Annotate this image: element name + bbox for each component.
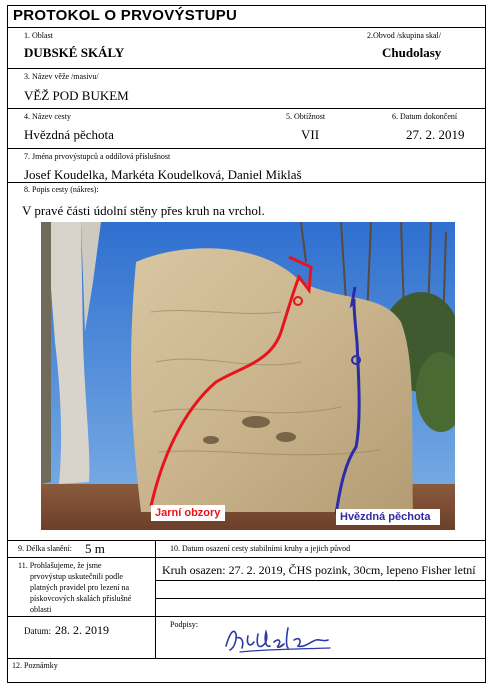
- popis-label: 8. Popis cesty (nákres):: [24, 185, 99, 194]
- vez-value: VĚŽ POD BUKEM: [24, 88, 129, 103]
- cesta-value: Hvězdná pěchota: [24, 127, 114, 142]
- poznamky-label: 12. Poznámky: [12, 661, 58, 670]
- datum-dokonceni-value: 27. 2. 2019: [406, 127, 465, 142]
- rule: [7, 557, 486, 558]
- signature: [220, 622, 335, 656]
- osazeni-label: 10. Datum osazení cesty stabilními kruhy a jejich původ: [170, 544, 351, 553]
- slaneni-label: 9. Délka slanění:: [18, 544, 72, 553]
- form-title: PROTOKOL O PRVOVÝSTUPU: [13, 7, 238, 24]
- rule: [7, 148, 486, 149]
- obtiznost-value: VII: [301, 127, 320, 142]
- rule: [7, 68, 486, 69]
- oblast-value: DUBSKÉ SKÁLY: [24, 45, 125, 60]
- rule: [155, 580, 486, 581]
- prohlaseni-line: prvovýstup uskutečnili podle: [30, 572, 123, 581]
- oblast-label: 1. Oblast: [24, 31, 53, 40]
- datum-value: 28. 2. 2019: [55, 623, 109, 637]
- rule: [7, 540, 486, 541]
- prohlaseni-line: 11. Prohlašujeme, že jsme: [18, 561, 102, 570]
- prvovystupci-value: Josef Koudelka, Markéta Koudelková, Daniel Miklaš: [24, 167, 302, 182]
- slaneni-value: 5 m: [85, 541, 105, 556]
- rule: [7, 108, 486, 109]
- datum-label: Datum:: [24, 626, 51, 636]
- obtiznost-label: 5. Obtížnost: [286, 112, 326, 121]
- rock-hole: [276, 432, 296, 442]
- rock-hole: [203, 436, 219, 444]
- rule: [155, 598, 486, 599]
- vez-label: 3. Název věže /masivu/: [24, 72, 99, 81]
- cesta-label: 4. Název cesty: [24, 112, 71, 121]
- rule: [155, 540, 156, 658]
- podpisy-label: Podpisy:: [170, 620, 199, 629]
- popis-value: V pravé části údolní stěny přes kruh na vrchol.: [22, 203, 265, 218]
- route-label-jarni-obzory: Jarní obzory: [155, 507, 221, 519]
- prohlaseni-line: platných pravidel pro lezení na: [30, 583, 130, 592]
- prohlaseni-line: pískovcových skalách příslušné: [30, 594, 132, 603]
- prohlaseni-line: oblasti: [30, 605, 52, 614]
- obvod-label: 2.Obvod /skupina skal/: [367, 31, 441, 40]
- route-label-hvezdna-pechota: Hvězdná pěchota: [340, 511, 431, 523]
- rule: [7, 27, 486, 28]
- datum-dokonceni-label: 6. Datum dokončení: [392, 112, 458, 121]
- rock-hole: [242, 416, 270, 428]
- rule: [7, 658, 486, 659]
- obvod-value: Chudolasy: [382, 45, 442, 60]
- route-photo: [41, 222, 455, 530]
- prvovystupci-label: 7. Jména prvovýstupců a oddílová příslušnost: [24, 152, 171, 161]
- osazeni-value: Kruh osazen: 27. 2. 2019, ČHS pozink, 30cm, lepeno Fisher letní: [162, 563, 476, 577]
- rule: [7, 616, 486, 617]
